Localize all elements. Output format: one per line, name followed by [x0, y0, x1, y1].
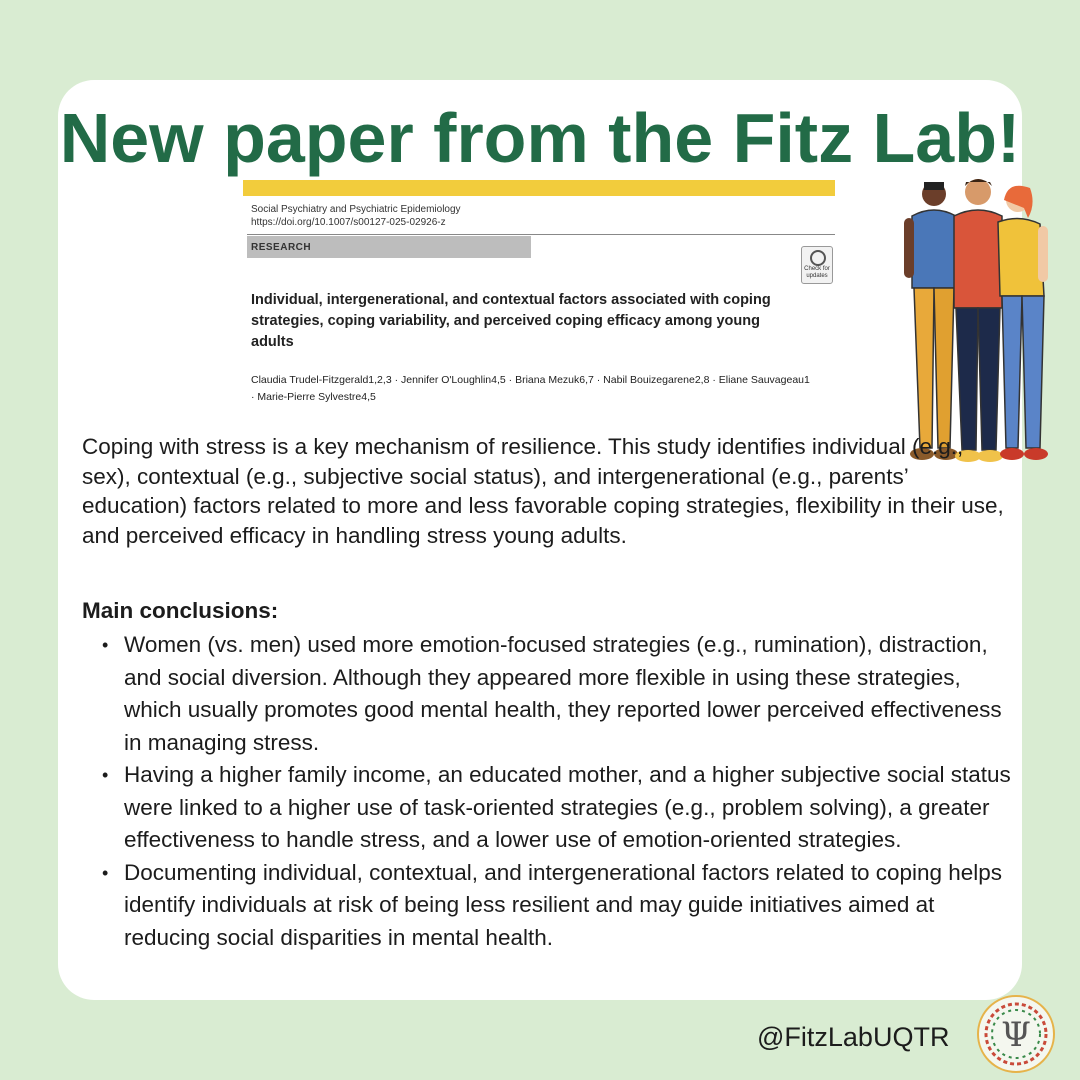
divider — [247, 234, 835, 235]
conclusion-item: • Documenting individual, contextual, and intergenerational factors related to coping helps identify individuals at risk of being less resilient and may guide initiatives aimed at reducing social disparities in mental health. — [124, 857, 1014, 955]
journal-name: Social Psychiatry and Psychiatric Epidemiology — [251, 204, 461, 215]
paper-title: Individual, intergenerational, and contextual factors associated with coping strategies, coping variability, and perceived coping efficacy among young adults — [251, 292, 771, 350]
conclusions-heading: Main conclusions: — [82, 598, 279, 623]
intro-paragraph: Coping with stress is a key mechanism of resilience. This study identifies individual (e.g., sex), contextual (e.g., subjective social status), and intergenerational (e.g., parents’ education) factors related to more and less favorable coping strategies, flexibility in their use, and perceived efficacy in handling stress young adults. — [82, 434, 1004, 548]
person-left — [904, 182, 958, 460]
paper-authors: Claudia Trudel-Fitzgerald1,2,3 · Jennifer O'Loughlin4,5 · Briana Mezuk6,7 · Nabil Bouizegarene2,8 · Eliane Sauvageau1 · Marie-Pierre Sylvestre4,5 — [251, 374, 810, 403]
person-middle — [954, 179, 1003, 462]
journal-accent-bar — [243, 180, 835, 196]
conclusion-item: • Having a higher family income, an educated mother, and a higher subjective social status were linked to a higher use of task-oriented strategies (e.g., problem solving), a greater effectiveness to handle stress, and a lower use of emotion-oriented strategies. — [124, 759, 1014, 857]
social-handle: @FitzLabUQTR — [757, 1022, 950, 1052]
section-label: RESEARCH — [251, 242, 312, 253]
paper-doi: https://doi.org/10.1007/s00127-025-02926-z — [251, 217, 446, 228]
young-adults-illustration — [898, 178, 1058, 466]
conclusion-item: • Women (vs. men) used more emotion-focused strategies (e.g., rumination), distraction, and social diversion. Although they appeared more flexible in using these strategies, which usually promotes good mental health, they reported lower perceived effectiveness in managing stress. — [124, 629, 1014, 759]
check-updates-label: Check for updates — [804, 266, 830, 279]
paper-snapshot — [243, 180, 838, 415]
content-card — [58, 80, 1022, 1000]
check-updates-icon — [810, 250, 826, 266]
check-for-updates-badge — [801, 246, 833, 284]
conclusions-list — [124, 629, 1014, 954]
svg-text:Ψ: Ψ — [1001, 1015, 1031, 1055]
lab-logo-icon — [975, 993, 1057, 1075]
person-right — [998, 186, 1048, 460]
headline: New paper from the Fitz Lab! — [59, 99, 1021, 177]
